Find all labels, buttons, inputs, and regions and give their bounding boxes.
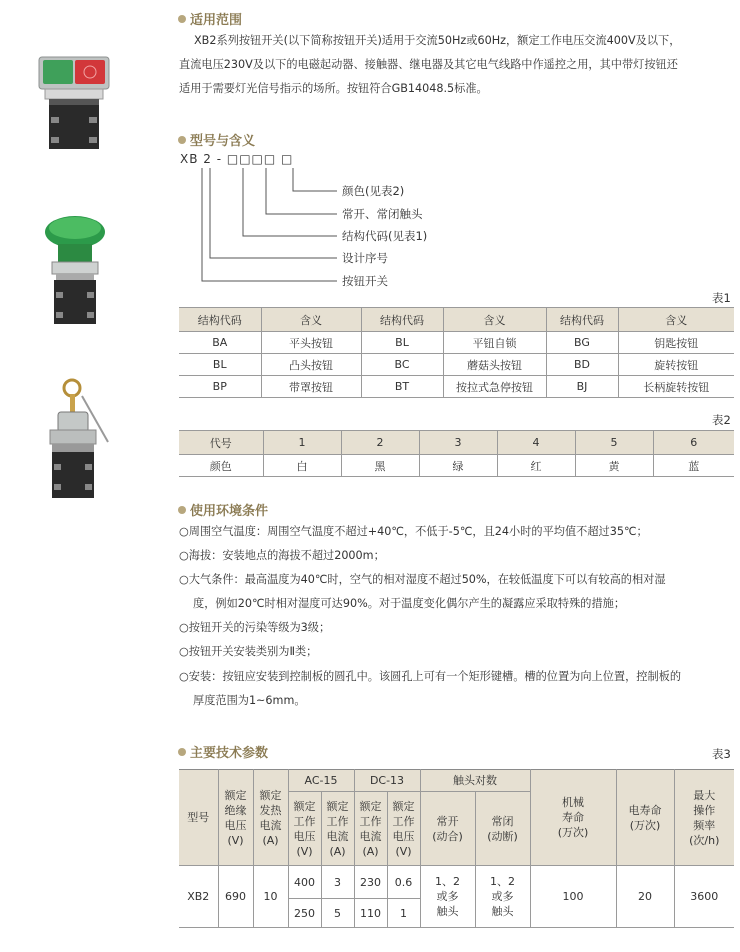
th-dc-col2: 额定 工作 电压 (V) [387,792,420,866]
model-label-structure: 结构代码(见表1) [342,229,428,243]
table-cell: 按拉式急停按钮 [443,376,546,398]
table-header-cell: 1 [263,431,341,455]
table-row [179,866,734,899]
th-model: 型号 [179,770,218,866]
table-cell: 带罩按钮 [261,376,361,398]
table-cell: 钥匙按钮 [654,336,699,350]
env-line-1: ○周围空气温度：周围空气温度不超过+40℃，不低于-5℃，且24小时的平均值不超过35℃； [179,525,648,538]
section-heading-model [178,130,255,149]
model-label-button-switch: 按钮开关 [342,274,388,288]
table1-note: 表1 [712,291,731,305]
td-dc-col2: 0.6 [387,866,420,899]
td-dc-col1: 230 [354,866,387,899]
mushroom-button-image [40,212,110,328]
table-cell: BD [546,354,618,376]
table-cell: 黄 [575,455,653,477]
scope-line-1: XB2系列按钮开关(以下简称按钮开关)适用于交流50Hz或60Hz，额定工作电压交流400V及以下， [194,34,681,47]
table-header-cell: 3 [419,431,497,455]
table-cell: BG [546,332,618,354]
model-label-design: 设计序号 [342,251,388,265]
model-code: XB 2 - □□□□ □ [180,152,294,166]
table2 [179,430,734,477]
table-cell: BC [361,354,443,376]
th-contacts: 触头对数 [420,770,530,792]
table-cell: 白 [263,455,341,477]
th-thermal-current: 额定 发热 电流 (A) [253,770,288,866]
table-cell: 旋转按钮 [654,358,699,372]
table-cell: BL [361,332,443,354]
th-normally-open: 常开 (动合) [420,792,475,866]
section-heading-environment [178,500,268,519]
td-model: XB2 [179,866,218,928]
th-dc13: DC-13 [354,770,420,792]
key-button-image [40,376,112,502]
bullet-dot-icon [178,136,186,144]
td-ac-current: 3 [321,866,354,899]
table-cell: BA [179,332,261,354]
model-label-color: 颜色(见表2) [342,184,405,198]
table-cell: 红 [497,455,575,477]
table-header-cell: 5 [575,431,653,455]
model-label-contacts: 常开、常闭触头 [342,207,423,221]
table-row [179,376,734,398]
table-header-cell: 代号 [179,431,263,455]
td-ac-voltage: 400 [288,866,321,899]
table-cell: 绿 [419,455,497,477]
td-thermal-current: 10 [253,866,288,928]
bullet-dot-icon [178,506,186,514]
th-ac-voltage: 额定 工作 电压 (V) [288,792,321,866]
table-cell: 黑 [341,455,419,477]
th-electrical-life: 电寿命 (万次) [616,770,674,866]
table-row [179,354,734,376]
table-row [179,455,734,477]
table-cell: BJ [546,376,618,398]
table-header-cell: 2 [341,431,419,455]
scope-line-2: 直流电压230V及以下的电磁起动器、接触器、继电器及其它电气线路中作遥控之用，其中带灯按钮还 [179,58,678,71]
table-cell: 颜色 [179,455,263,477]
td-normally-open: 1、2 或多 触头 [420,866,475,928]
table-cell: 长柄旋转按钮 [643,380,710,394]
table-header-cell: 结构代码 [179,308,261,332]
th-normally-closed: 常闭 (动断) [475,792,530,866]
env-line-6: ○按钮开关安装类别为Ⅱ类； [179,645,318,658]
env-line-5: ○按钮开关的污染等级为3级； [179,621,331,634]
flush-double-button-image [37,55,111,155]
section-heading-tech [178,742,268,761]
heading-text: 型号与含义 [190,134,256,149]
bullet-dot-icon [178,15,186,23]
table-cell: BT [361,376,443,398]
scope-line-3: 适用于需要灯光信号指示的场所。按钮符合GB14048.5标准。 [179,82,488,95]
table-cell: 蘑菇头按钮 [443,354,546,376]
th-dc-col1: 额定 工作 电流 (A) [354,792,387,866]
env-line-8: 厚度范围为1~6mm。 [193,694,306,707]
heading-text: 适用范围 [190,13,243,28]
table-cell: 平钮自锁 [443,332,546,354]
table3 [179,769,734,928]
td-ac-current: 5 [321,899,354,928]
section-heading-scope [178,9,242,28]
td-normally-closed: 1、2 或多 触头 [475,866,530,928]
env-line-4: 度，例如20℃时相对湿度可达90%。对于温度变化偶尔产生的凝露应采取特殊的措施； [193,597,626,610]
th-ac15: AC-15 [288,770,354,792]
td-insulation-voltage: 690 [218,866,253,928]
table-cell: 平头按钮 [261,332,361,354]
heading-text: 主要技术参数 [190,746,269,761]
table-cell: BP [179,376,261,398]
table-header-row [179,431,734,455]
th-max-frequency: 最大 操作 频率 (次/h) [674,770,734,866]
table-cell: BL [179,354,261,376]
table3-note: 表3 [712,747,731,761]
th-insulation-voltage: 额定 绝缘 电压 (V) [218,770,253,866]
table-header-cell: 含义 [261,308,361,332]
table-header-row [179,308,734,332]
model-code-leader-lines [180,164,340,284]
table-header-cell: 结构代码 [546,308,618,332]
table-header-cell: 结构代码 [361,308,443,332]
td-ac-voltage: 250 [288,899,321,928]
env-line-2: ○海拔：安装地点的海拔不超过2000m； [179,549,385,562]
th-mechanical-life: 机械 寿命 (万次) [530,770,616,866]
th-ac-current: 额定 工作 电流 (A) [321,792,354,866]
table-row [179,332,734,354]
td-dc-col1: 110 [354,899,387,928]
table-cell: 蓝 [688,459,700,473]
heading-text: 使用环境条件 [190,504,269,519]
td-mechanical-life: 100 [530,866,616,928]
env-line-3: ○大气条件：最高温度为40℃时，空气的相对湿度不超过50%，在较低温度下可以有较高的相对湿 [179,573,666,586]
table-header-cell: 含义 [618,308,734,332]
td-electrical-life: 20 [616,866,674,928]
table-header-cell: 含义 [443,308,546,332]
table2-note: 表2 [712,413,731,427]
env-line-7: ○安装：按钮应安装到控制板的圆孔中。该圆孔上可有一个矩形键槽。槽的位置为向上位置，控制板的 [179,670,682,683]
table-cell: 凸头按钮 [261,354,361,376]
td-max-frequency: 3600 [674,866,734,928]
bullet-dot-icon [178,748,186,756]
td-dc-col2: 1 [387,899,420,928]
table-header-cell: 4 [497,431,575,455]
table-header-cell: 6 [653,431,734,455]
table1 [179,307,734,398]
